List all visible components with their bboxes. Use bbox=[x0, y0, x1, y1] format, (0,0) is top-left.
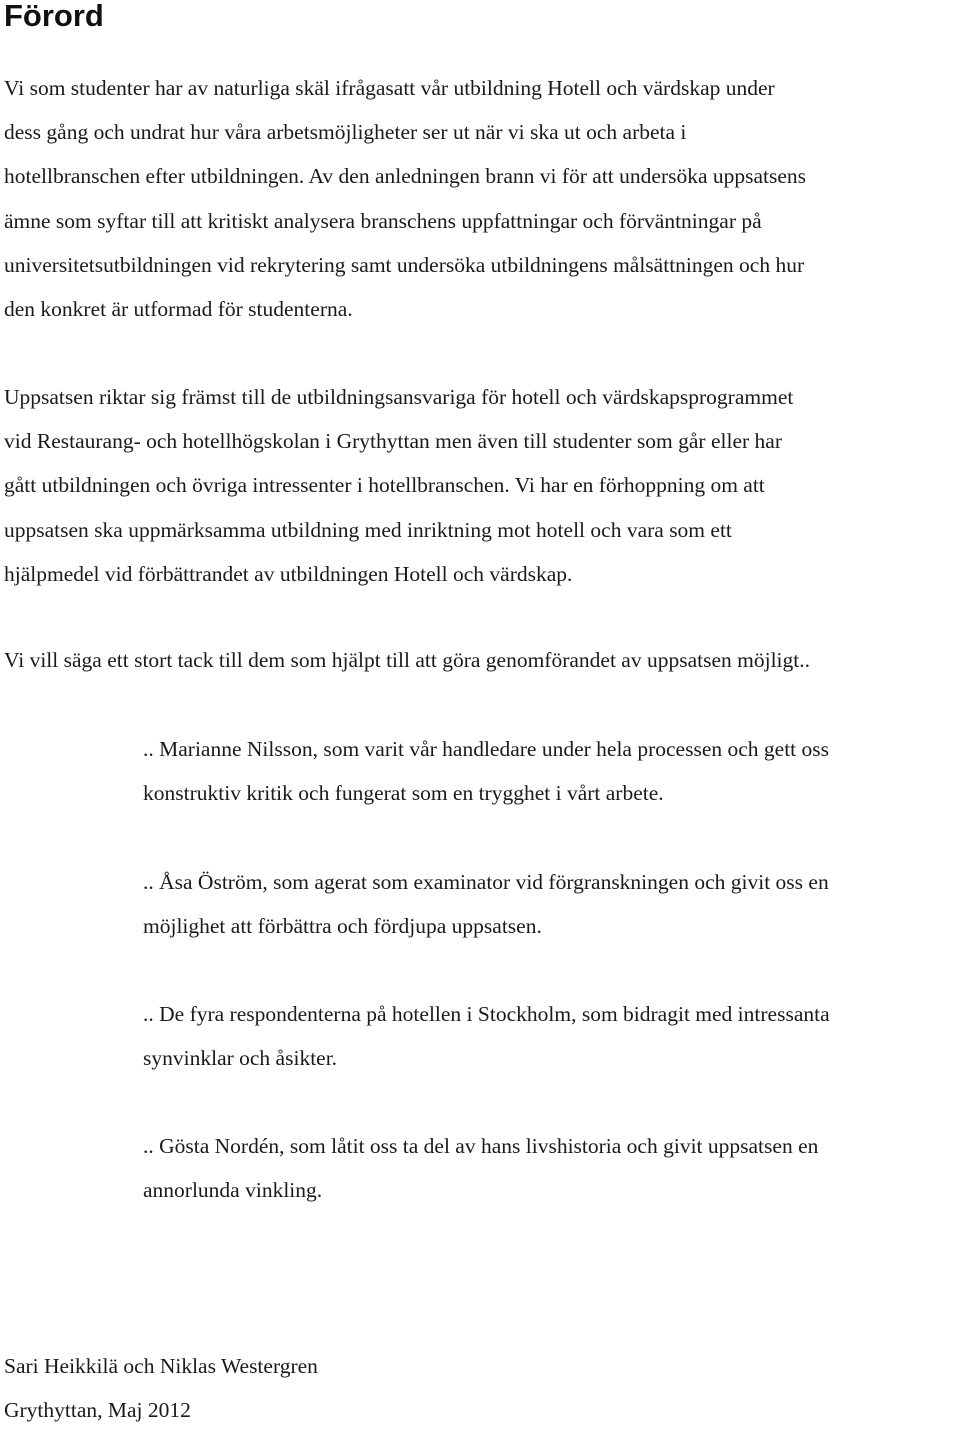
paragraph-line: ämne som syftar till att kritiskt analysera branschens uppfattningar och förväntningar på bbox=[4, 208, 762, 233]
page-title: Förord bbox=[4, 0, 104, 33]
paragraph-line: uppsatsen ska uppmärksamma utbildning med inriktning mot hotell och vara som ett bbox=[4, 517, 732, 542]
signature-authors: Sari Heikkilä och Niklas Westergren bbox=[4, 1354, 318, 1378]
paragraph-introduction bbox=[4, 66, 806, 331]
acknowledgement-line: .. Gösta Nordén, som låtit oss ta del av hans livshistoria och givit uppsatsen en bbox=[143, 1134, 819, 1158]
acknowledgement-line: synvinklar och åsikter. bbox=[143, 1046, 338, 1071]
paragraph-line: den konkret är utformad för studenterna. bbox=[4, 297, 353, 322]
acknowledgement-line: .. De fyra respondenterna på hotellen i Stockholm, som bidragit med intressanta bbox=[143, 1002, 830, 1026]
paragraph-line: Uppsatsen riktar sig främst till de utbildningsansvariga för hotell och värdskapsprogrammet bbox=[4, 385, 794, 409]
paragraph-line: universitetsutbildningen vid rekrytering samt undersöka utbildningens målsättningen och hur bbox=[4, 252, 805, 277]
paragraph-line: hjälpmedel vid förbättrandet av utbildningen Hotell och värdskap. bbox=[4, 561, 573, 586]
paragraph-line: Vi vill säga ett stort tack till dem som hjälpt till att göra genomförandet av uppsatsen möjligt.. bbox=[4, 648, 810, 672]
paragraph-line: gått utbildningen och övriga intressenter i hotellbranschen. Vi har en förhoppning om att bbox=[4, 473, 765, 498]
acknowledgement-line: annorlunda vinkling. bbox=[143, 1178, 323, 1203]
paragraph-line: dess gång och undrat hur våra arbetsmöjligheter ser ut när vi ska ut och arbeta i bbox=[4, 120, 687, 145]
acknowledgement-line: .. Marianne Nilsson, som varit vår handledare under hela processen och gett oss bbox=[143, 737, 830, 761]
acknowledgement-line: konstruktiv kritik och fungerat som en trygghet i vårt arbete. bbox=[143, 781, 664, 806]
acknowledgement-line: möjlighet att förbättra och fördjupa uppsatsen. bbox=[143, 914, 542, 939]
paragraph-thanks bbox=[4, 638, 810, 682]
acknowledgement-item bbox=[143, 992, 830, 1080]
acknowledgement-item bbox=[143, 860, 829, 948]
paragraph-line: Vi som studenter har av naturliga skäl ifrågasatt vår utbildning Hotell och värdskap under bbox=[4, 76, 775, 100]
acknowledgement-item bbox=[143, 1124, 818, 1212]
paragraph-line: hotellbranschen efter utbildningen. Av den anledningen brann vi för att undersöka uppsatsens bbox=[4, 164, 807, 189]
paragraph-audience bbox=[4, 375, 793, 596]
paragraph-line: vid Restaurang- och hotellhögskolan i Grythyttan men även till studenter som går eller har bbox=[4, 429, 782, 454]
acknowledgement-line: .. Åsa Öström, som agerat som examinator vid förgranskningen och givit oss en bbox=[143, 870, 829, 894]
signature-place-date: Grythyttan, Maj 2012 bbox=[4, 1398, 191, 1422]
acknowledgement-item bbox=[143, 727, 829, 815]
